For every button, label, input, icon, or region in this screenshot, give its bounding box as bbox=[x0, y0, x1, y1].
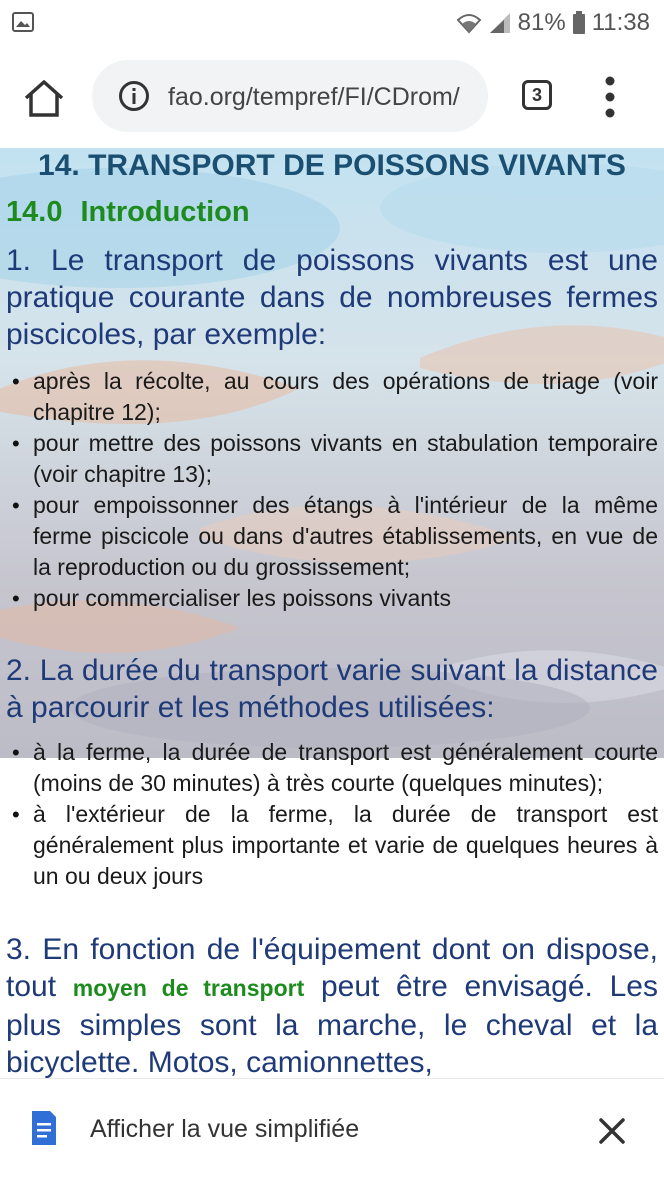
list-uses bbox=[0, 366, 664, 614]
close-icon[interactable] bbox=[598, 1117, 626, 1145]
simplified-view-bar bbox=[0, 1078, 664, 1181]
image-icon bbox=[12, 12, 34, 32]
section-number: 14.0 bbox=[6, 196, 63, 228]
browser-toolbar bbox=[0, 46, 664, 148]
section-heading bbox=[6, 194, 250, 230]
paragraph-2: 2. La durée du transport varie suivant la distance à parcourir et les méthodes utilisées: bbox=[6, 654, 658, 724]
info-icon[interactable] bbox=[118, 80, 150, 112]
url-bar[interactable] bbox=[92, 60, 488, 132]
list-item: • pour commercialiser les poissons vivants bbox=[0, 583, 664, 614]
paragraph-1: 1. Le transport de poissons vivants est une pratique courante dans de nombreuses fermes piscicoles, par exemple: bbox=[6, 244, 658, 351]
keyword-highlight: moyen de transport bbox=[72, 975, 305, 1001]
simplified-view-link[interactable]: Afficher la vue simplifiée bbox=[90, 1115, 360, 1143]
list-duration bbox=[0, 737, 664, 892]
page-title: 14. TRANSPORT DE POISSONS VIVANTS bbox=[38, 149, 626, 182]
list-item: • à la ferme, la durée de transport est généralement courte (moins de 30 minutes) à très courte (quelques minutes); bbox=[0, 737, 664, 799]
clock: 11:38 bbox=[591, 9, 650, 36]
signal-icon bbox=[488, 12, 512, 34]
paragraph-3-end: peut être envisagé. Les plus simples sont la marche, le cheval et la bicyclette. Motos, camionnettes, bbox=[6, 970, 658, 1078]
list-item: • pour empoissonner des étangs à l'intérieur de la même ferme piscicole ou dans d'autres établissements, en vue de la reproduction ou du grossissement; bbox=[0, 490, 664, 583]
paragraph-3 bbox=[6, 931, 658, 1078]
list-item: • à l'extérieur de la ferme, la durée de transport est généralement plus importante et varie de quelques heures à un ou deux jours bbox=[0, 799, 664, 892]
wifi-icon bbox=[456, 12, 482, 34]
document-icon[interactable] bbox=[30, 1109, 58, 1147]
list-item: • pour mettre des poissons vivants en stabulation temporaire (voir chapitre 13); bbox=[0, 428, 664, 490]
battery-percentage: 81% bbox=[517, 9, 566, 36]
url-text[interactable]: fao.org/tempref/FI/CDrom/ bbox=[168, 83, 460, 111]
section-title: Introduction bbox=[80, 196, 250, 228]
tabs-button[interactable]: 3 bbox=[522, 80, 552, 110]
paragraph-3-start: 3. En fonction de l'équipement dont on dispose, tout bbox=[6, 933, 658, 1003]
status-indicators bbox=[456, 6, 650, 40]
list-item: • après la récolte, au cours des opérations de triage (voir chapitre 12); bbox=[0, 366, 664, 428]
home-icon[interactable] bbox=[22, 78, 66, 118]
status-bar bbox=[0, 0, 664, 46]
more-vert-icon[interactable] bbox=[604, 76, 616, 118]
page-content bbox=[0, 148, 664, 1078]
battery-icon bbox=[572, 11, 586, 35]
